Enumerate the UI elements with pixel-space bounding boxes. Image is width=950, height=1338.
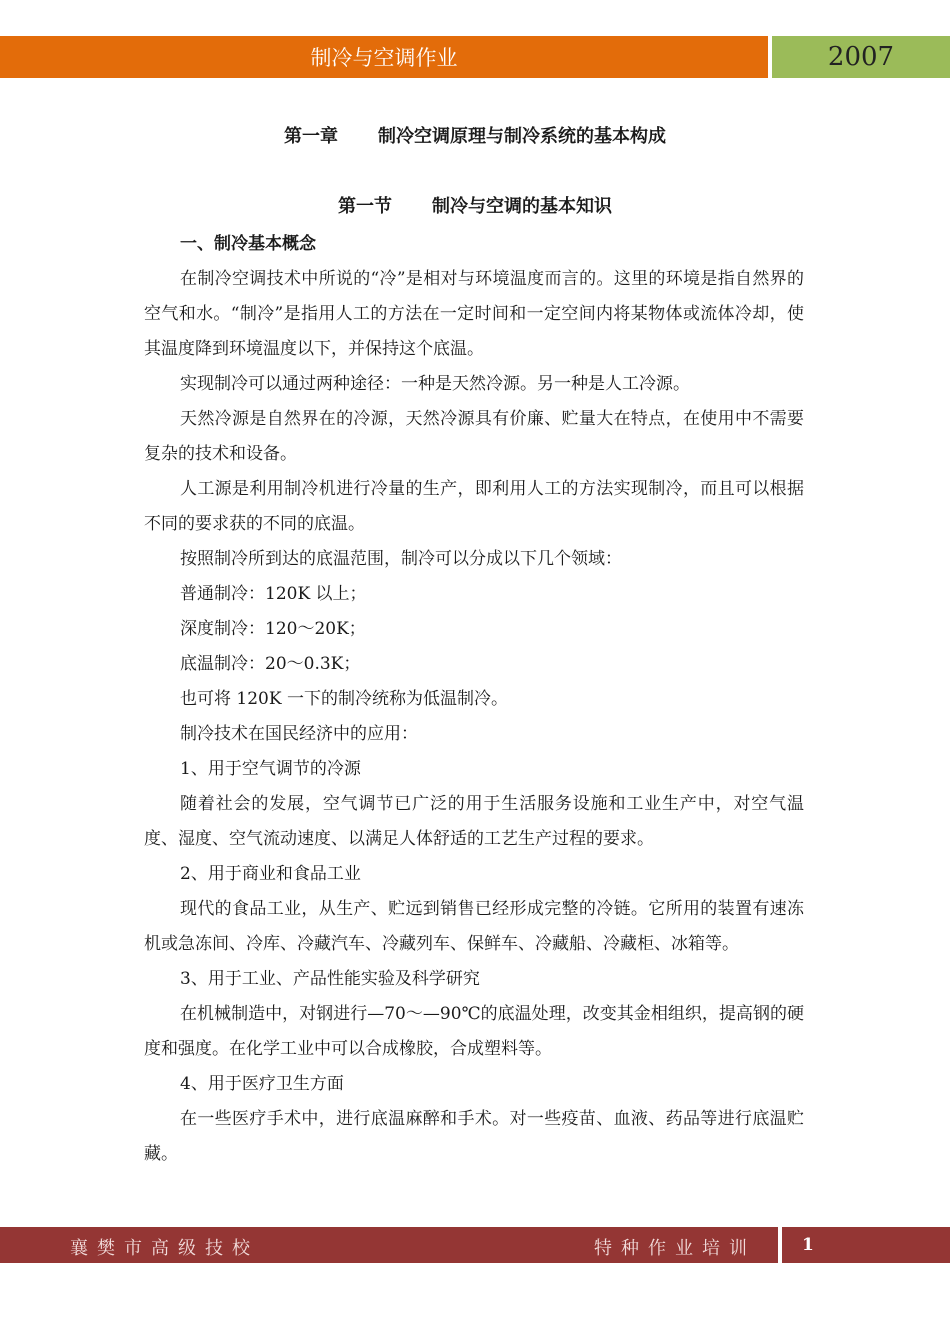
page-footer: [0, 1227, 950, 1263]
chapter-heading: [0, 122, 950, 148]
chapter-title: 制冷空调原理与制冷系统的基本构成: [378, 126, 666, 147]
section-heading: [0, 192, 950, 218]
paragraph: 制冷技术在国民经济中的应用：: [180, 724, 418, 744]
paragraph: 随着社会的发展，空气调节已广泛的用于生活服务设施和工业生产中，对空气温度、湿度、空气流动速度、以满足人体舒适的工艺生产过程的要求。: [144, 794, 804, 849]
section-number: 第一节: [338, 196, 392, 217]
paragraph: 在机械制造中，对钢进行—70～—90℃的底温处理，改变其金相组织，提高钢的硬度和强度。在化学工业中可以合成橡胶，合成塑料等。: [144, 1004, 804, 1059]
paragraph: 现代的食品工业，从生产、贮远到销售已经形成完整的冷链。它所用的装置有速冻机或急冻间、冷库、冷藏汽车、冷藏列车、保鲜车、冷藏船、冷藏柜、冰箱等。: [144, 899, 804, 954]
numbered-heading: 4、用于医疗卫生方面: [180, 1074, 344, 1094]
header-year: 2007: [772, 36, 950, 78]
section-title: 制冷与空调的基本知识: [432, 196, 612, 217]
list-item: 底温制冷：20～0.3K；: [180, 654, 361, 674]
paragraph: 实现制冷可以通过两种途径：一种是天然冷源。另一种是人工冷源。: [180, 374, 690, 394]
paragraph: 按照制冷所到达的底温范围，制冷可以分成以下几个领域：: [180, 549, 622, 569]
paragraph: 也可将 120K 一下的制冷统称为低温制冷。: [180, 689, 508, 709]
paragraph: 在制冷空调技术中所说的“冷”是相对与环境温度而言的。这里的环境是指自然界的空气和水。“制冷”是指用人工的方法在一定时间和一定空间内将某物体或流体冷却，使其温度降到环境温度以下，并保持这个底温。: [144, 269, 804, 359]
footer-bar: [0, 1227, 778, 1263]
list-item: 普通制冷：120K 以上；: [180, 584, 367, 604]
paragraph: 天然冷源是自然界在的冷源，天然冷源具有价廉、贮量大在特点，在使用中不需要复杂的技术和设备。: [144, 409, 804, 464]
header-title: 制冷与空调作业: [0, 36, 768, 78]
paragraph: 在一些医疗手术中，进行底温麻醉和手术。对一些疫苗、血液、药品等进行底温贮藏。: [144, 1109, 804, 1164]
paragraph: 人工源是利用制冷机进行冷量的生产，即利用人工的方法实现制冷，而且可以根据不同的要求获的不同的底温。: [144, 479, 804, 534]
numbered-heading: 2、用于商业和食品工业: [180, 864, 361, 884]
page-number: 1: [802, 1235, 814, 1255]
chapter-number: 第一章: [284, 126, 338, 147]
footer-training: 特种作业培训: [594, 1238, 756, 1259]
footer-school: 襄樊市高级技校: [70, 1238, 259, 1259]
page-number-box: [782, 1227, 950, 1263]
numbered-heading: 3、用于工业、产品性能实验及科学研究: [180, 969, 480, 989]
page-header: [0, 36, 950, 78]
document-body: [144, 227, 804, 1172]
subheading: 一、制冷基本概念: [180, 234, 316, 254]
numbered-heading: 1、用于空气调节的冷源: [180, 759, 361, 779]
list-item: 深度制冷：120～20K；: [180, 619, 366, 639]
